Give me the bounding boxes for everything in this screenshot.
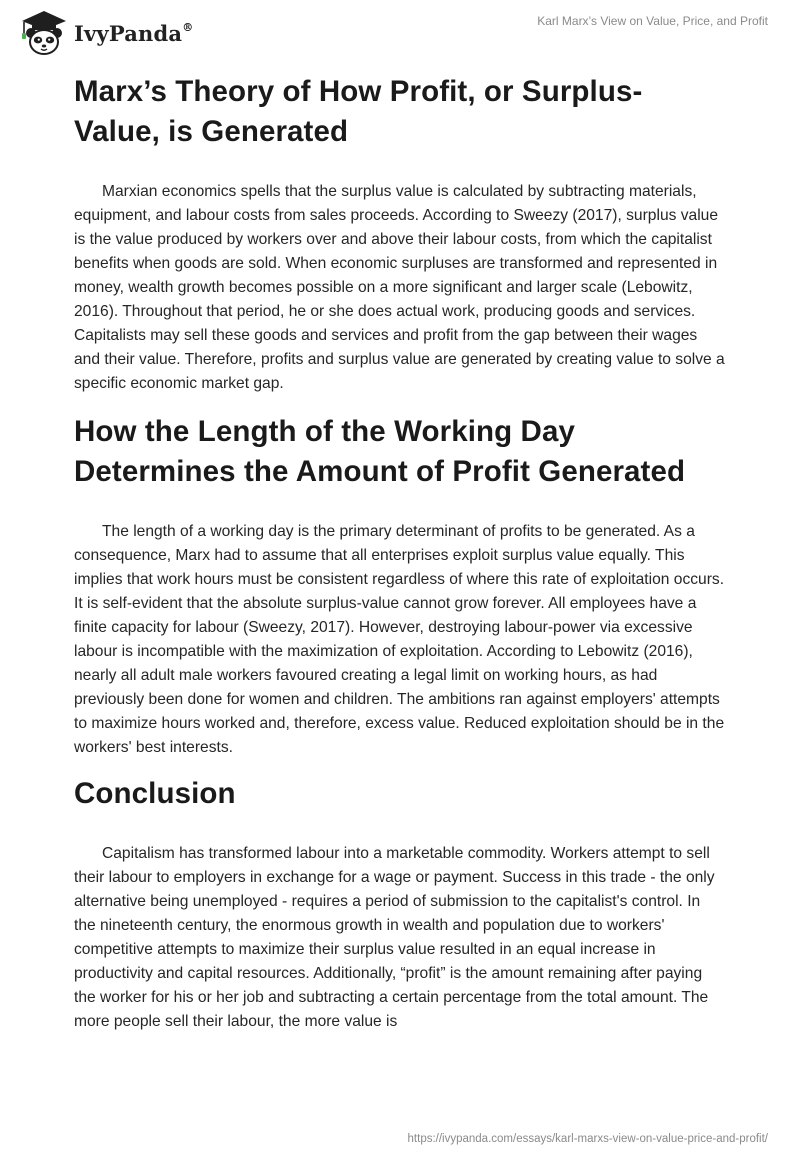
brand-name: IvyPanda® xyxy=(74,20,194,46)
document-title: Karl Marx’s View on Value, Price, and Profit xyxy=(537,14,768,28)
section-heading: How the Length of the Working Day Determines the Amount of Profit Generated xyxy=(74,415,686,488)
source-url-link[interactable]: https://ivypanda.com/essays/karl-marxs-view-on-value-price-and-profit/ xyxy=(407,1133,768,1145)
ivypanda-logo[interactable] xyxy=(14,8,193,58)
section-paragraph: Marxian economics spells that the surplus value is calculated by subtracting materials, equipment, and labour costs from sales proceeds. According to Sweezy (2017), surplus value is the value produced by workers over and above their labour costs, from which the capitalist benefits when goods are sold. When economic surpluses are transformed and represented in money, wealth growth becomes possible on a more significant and larger scale (Lebowitz, 2016). Throughout that period, he or she does actual work, producing goods and services. Capitalists may sell these goods and services and profit from the gap between their wages and their value. Therefore, profits and surplus value are generated by creating value to solve a specific economic market gap. xyxy=(74,183,725,392)
section-heading: Marx’s Theory of How Profit, or Surplus-Value, is Generated xyxy=(74,75,643,148)
section-paragraph: Capitalism has transformed labour into a marketable commodity. Workers attempt to sell their labour to employers in exchange for a wage or payment. Success in this trade - the only alternative being unemployed - requires a period of submission to the capitalist's control. In the nineteenth century, the enormous growth in wealth and population due to workers' competitive attempts to maximize their surplus value resulted in an equal increase in productivity and capital resources. Additionally, “profit” is the amount remaining after paying the worker for his or her job and subtracting a certain percentage from the total amount. The more people sell their labour, the more value is xyxy=(74,845,715,1030)
section-heading: Conclusion xyxy=(74,777,236,810)
panda-graduate-icon xyxy=(14,8,72,58)
section-paragraph: The length of a working day is the primary determinant of profits to be generated. As a consequence, Marx had to assume that all enterprises exploit surplus value equally. This implies that work hours must be consistent regardless of where this rate of exploitation occurs. It is self-evident that the absolute surplus-value cannot grow forever. All employees have a finite capacity for labour (Sweezy, 2017). However, destroying labour-power via excessive labour is incompatible with the maximization of exploitation. According to Lebowitz (2016), nearly all adult male workers favoured creating a legal limit on working hours, as had previously been done for women and children. The ambitions ran against employers' attempts to maximize hours worked and, therefore, excess value. Reduced exploitation should be in the workers' best interests. xyxy=(74,523,725,756)
article-body xyxy=(74,70,726,1034)
page-header xyxy=(0,0,800,60)
